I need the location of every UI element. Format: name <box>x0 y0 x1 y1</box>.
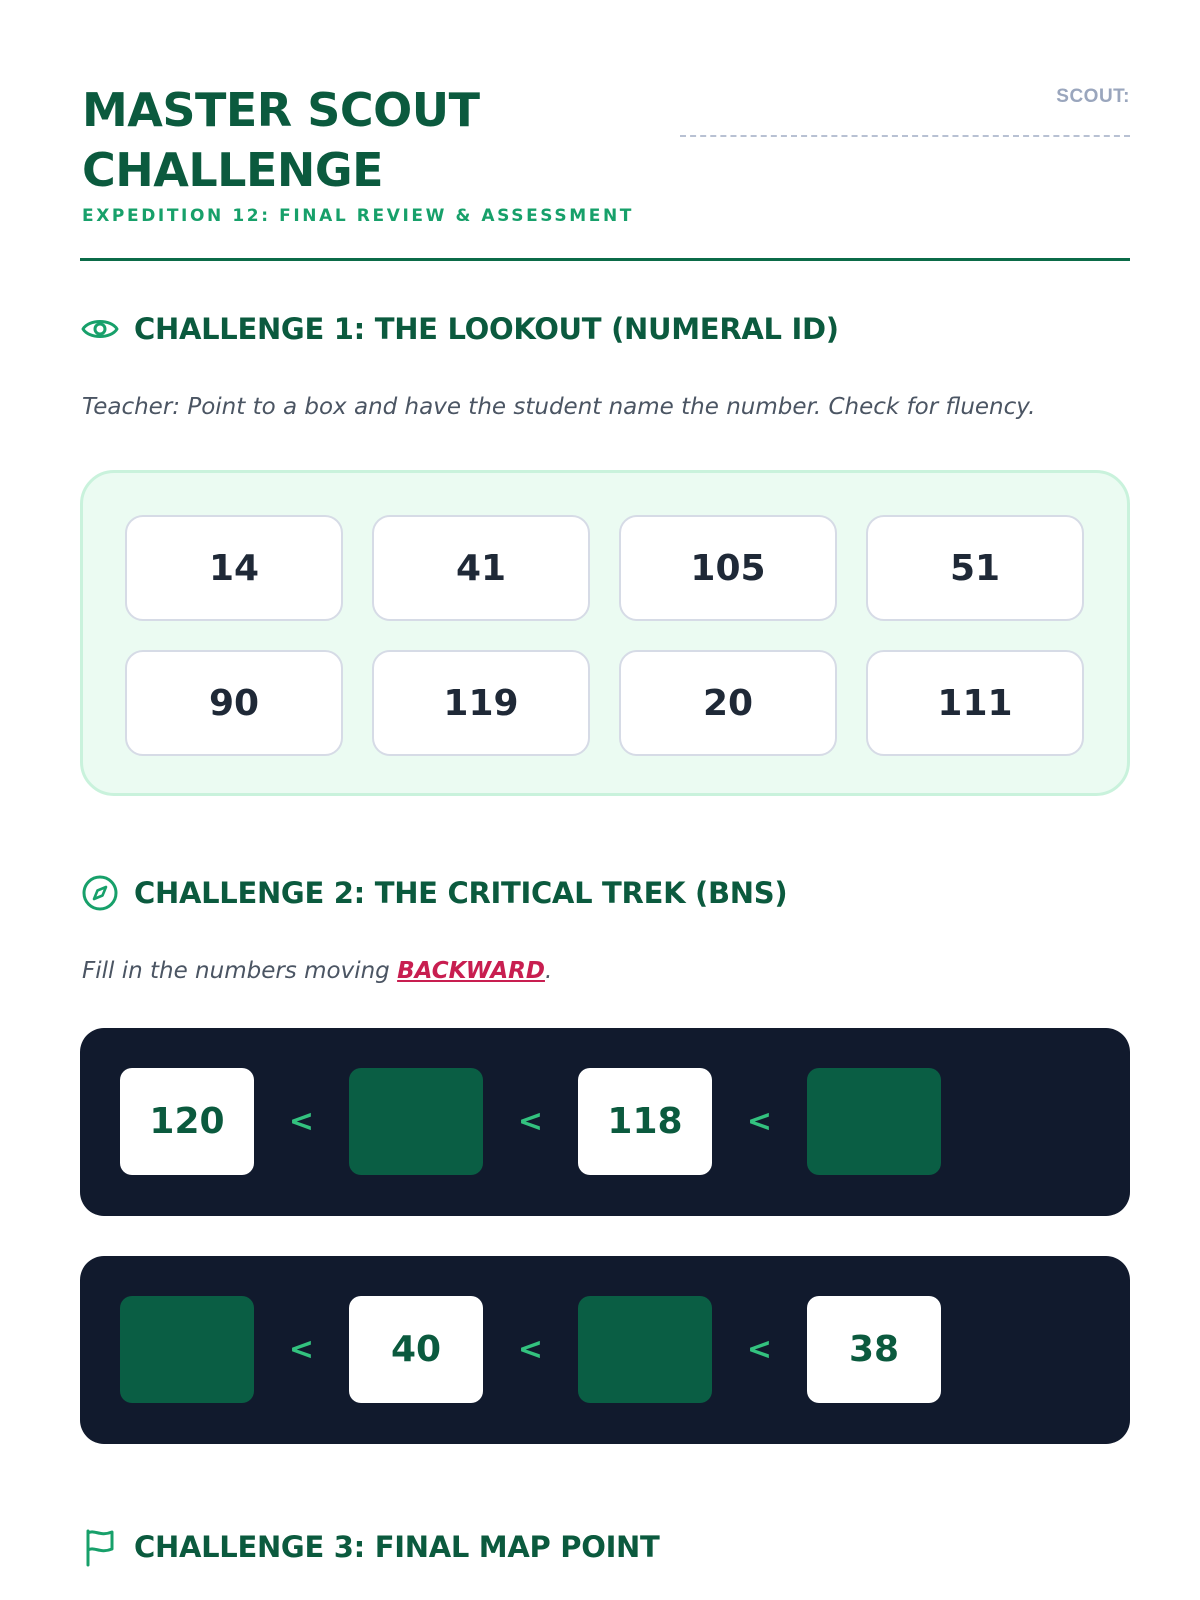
sequence-cell-given: 118 <box>578 1068 712 1175</box>
page-title <box>82 80 602 200</box>
instruction-prefix: Fill in the numbers moving <box>82 958 398 984</box>
sequence-cell-blank[interactable] <box>349 1068 483 1175</box>
sequence-separator: < <box>288 1332 315 1367</box>
challenge-1-title: CHALLENGE 1: THE LOOKOUT (NUMERAL ID) <box>134 312 839 346</box>
challenge-2-title: CHALLENGE 2: THE CRITICAL TREK (BNS) <box>134 876 788 910</box>
challenge-3-heading <box>80 1527 660 1567</box>
title-line-2: CHALLENGE <box>82 143 384 197</box>
compass-icon <box>80 873 120 913</box>
numeral-box[interactable]: 90 <box>125 650 343 756</box>
challenge-2-heading <box>80 873 787 913</box>
sequence-cell-given: 40 <box>349 1296 483 1403</box>
challenge-1-instruction: Teacher: Point to a box and have the student name the number. Check for fluency. <box>82 394 1036 420</box>
numeral-box[interactable]: 20 <box>619 650 837 756</box>
worksheet-header <box>80 0 1130 261</box>
instruction-emphasis: BACKWARD <box>397 958 545 984</box>
sequence-separator: < <box>288 1104 315 1139</box>
numeral-box[interactable]: 14 <box>125 515 343 621</box>
sequence-panel-1 <box>80 1028 1130 1216</box>
eye-icon <box>80 309 120 349</box>
sequence-cell-blank[interactable] <box>807 1068 941 1175</box>
numeral-box[interactable]: 111 <box>866 650 1084 756</box>
challenge-1-heading <box>80 309 839 349</box>
challenge-3-title: CHALLENGE 3: FINAL MAP POINT <box>134 1530 660 1564</box>
sequence-separator: < <box>746 1332 773 1367</box>
sequence-cell-blank[interactable] <box>120 1296 254 1403</box>
sequence-cell-given: 38 <box>807 1296 941 1403</box>
sequence-panel-2 <box>80 1256 1130 1444</box>
scout-name-label: SCOUT: <box>1056 86 1130 107</box>
numeral-box[interactable]: 119 <box>372 650 590 756</box>
numeral-box[interactable]: 105 <box>619 515 837 621</box>
numeral-grid <box>125 515 1084 756</box>
numeral-box[interactable]: 41 <box>372 515 590 621</box>
sequence-cell-blank[interactable] <box>578 1296 712 1403</box>
sequence-separator: < <box>746 1104 773 1139</box>
worksheet-page <box>80 0 1130 1564</box>
page-subtitle: EXPEDITION 12: FINAL REVIEW & ASSESSMENT <box>82 206 634 226</box>
numeral-panel <box>80 470 1130 796</box>
sequence-row <box>120 1296 941 1403</box>
scout-name-line <box>680 135 1130 137</box>
sequence-separator: < <box>517 1104 544 1139</box>
instruction-suffix: . <box>544 958 553 984</box>
numeral-box[interactable]: 51 <box>866 515 1084 621</box>
title-line-1: MASTER SCOUT <box>82 83 480 137</box>
challenge-2-instruction <box>82 958 552 984</box>
sequence-row <box>120 1068 941 1175</box>
sequence-cell-given: 120 <box>120 1068 254 1175</box>
sequence-separator: < <box>517 1332 544 1367</box>
flag-icon <box>80 1527 120 1567</box>
